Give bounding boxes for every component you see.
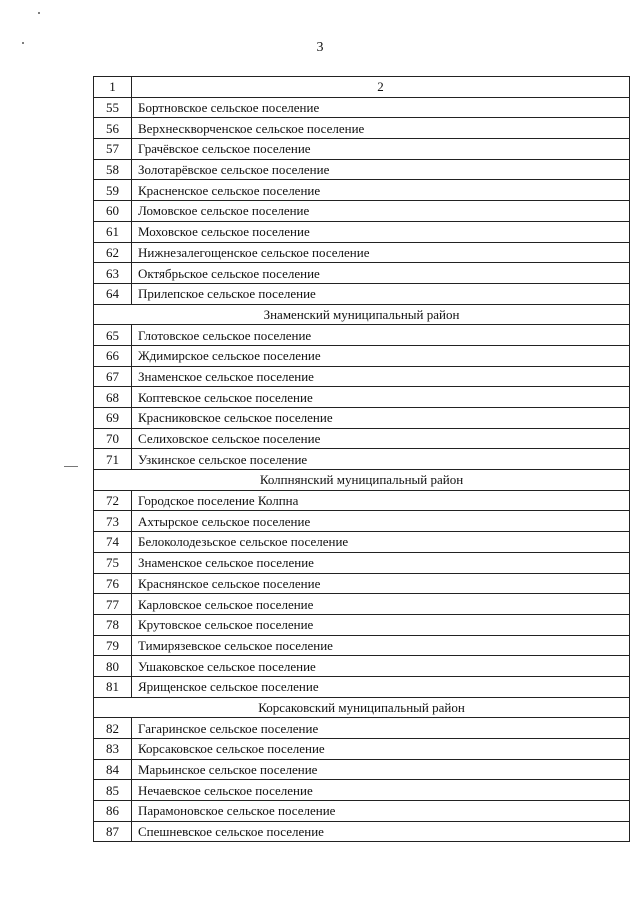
table-row <box>94 449 630 470</box>
settlement-name: Прилепское сельское поселение <box>132 283 630 304</box>
scan-speck <box>38 12 40 14</box>
row-number: 57 <box>94 139 132 160</box>
table-row <box>94 573 630 594</box>
settlement-name: Узкинское сельское поселение <box>132 449 630 470</box>
table-row <box>94 511 630 532</box>
section-row <box>94 697 630 718</box>
table-row <box>94 718 630 739</box>
settlement-name: Спешневское сельское поселение <box>132 821 630 842</box>
section-title: Корсаковский муниципальный район <box>94 697 630 718</box>
row-number: 68 <box>94 387 132 408</box>
table-row <box>94 201 630 222</box>
table-row <box>94 159 630 180</box>
table-row <box>94 180 630 201</box>
row-number: 70 <box>94 428 132 449</box>
table-row <box>94 801 630 822</box>
table-row <box>94 656 630 677</box>
scan-mark <box>64 466 78 467</box>
settlement-name: Ахтырское сельское поселение <box>132 511 630 532</box>
settlement-name: Грачёвское сельское поселение <box>132 139 630 160</box>
table-row <box>94 263 630 284</box>
row-number: 60 <box>94 201 132 222</box>
row-number: 86 <box>94 801 132 822</box>
section-title: Колпнянский муниципальный район <box>94 470 630 491</box>
settlement-name: Крутовское сельское поселение <box>132 614 630 635</box>
settlement-name: Золотарёвское сельское поселение <box>132 159 630 180</box>
table-row <box>94 759 630 780</box>
table-row <box>94 780 630 801</box>
table-row <box>94 118 630 139</box>
row-number: 56 <box>94 118 132 139</box>
settlement-name: Нечаевское сельское поселение <box>132 780 630 801</box>
row-number: 75 <box>94 552 132 573</box>
row-number: 83 <box>94 739 132 760</box>
table-row <box>94 345 630 366</box>
page-number: 3 <box>316 40 324 55</box>
table-row <box>94 221 630 242</box>
section-row <box>94 304 630 325</box>
row-number: 62 <box>94 242 132 263</box>
settlement-name: Глотовское сельское поселение <box>132 325 630 346</box>
table-header-row <box>94 77 630 98</box>
row-number: 81 <box>94 676 132 697</box>
table-row <box>94 594 630 615</box>
row-number: 66 <box>94 345 132 366</box>
settlement-name: Красненское сельское поселение <box>132 180 630 201</box>
settlement-name: Карловское сельское поселение <box>132 594 630 615</box>
table-row <box>94 387 630 408</box>
row-number: 82 <box>94 718 132 739</box>
header-col-2: 2 <box>132 77 630 98</box>
table-row <box>94 408 630 429</box>
settlement-name: Тимирязевское сельское поселение <box>132 635 630 656</box>
table-row <box>94 739 630 760</box>
row-number: 64 <box>94 283 132 304</box>
table-row <box>94 428 630 449</box>
row-number: 72 <box>94 490 132 511</box>
table-row <box>94 366 630 387</box>
settlement-name: Селиховское сельское поселение <box>132 428 630 449</box>
table-row <box>94 97 630 118</box>
settlements-table <box>93 76 630 842</box>
row-number: 67 <box>94 366 132 387</box>
section-title: Знаменский муниципальный район <box>94 304 630 325</box>
row-number: 65 <box>94 325 132 346</box>
row-number: 71 <box>94 449 132 470</box>
settlement-name: Краснянское сельское поселение <box>132 573 630 594</box>
table-row <box>94 325 630 346</box>
settlement-name: Парамоновское сельское поселение <box>132 801 630 822</box>
row-number: 79 <box>94 635 132 656</box>
row-number: 69 <box>94 408 132 429</box>
row-number: 61 <box>94 221 132 242</box>
table-row <box>94 821 630 842</box>
table-row <box>94 283 630 304</box>
row-number: 80 <box>94 656 132 677</box>
row-number: 73 <box>94 511 132 532</box>
settlement-name: Бортновское сельское поселение <box>132 97 630 118</box>
row-number: 55 <box>94 97 132 118</box>
settlement-name: Знаменское сельское поселение <box>132 366 630 387</box>
row-number: 76 <box>94 573 132 594</box>
row-number: 85 <box>94 780 132 801</box>
table-row <box>94 490 630 511</box>
row-number: 78 <box>94 614 132 635</box>
table-row <box>94 242 630 263</box>
row-number: 74 <box>94 532 132 553</box>
settlement-name: Моховское сельское поселение <box>132 221 630 242</box>
settlement-name: Белоколодезьское сельское поселение <box>132 532 630 553</box>
settlement-name: Верхнескворченское сельское поселение <box>132 118 630 139</box>
settlement-name: Ярищенское сельское поселение <box>132 676 630 697</box>
table-row <box>94 614 630 635</box>
settlement-name: Марьинское сельское поселение <box>132 759 630 780</box>
row-number: 77 <box>94 594 132 615</box>
row-number: 87 <box>94 821 132 842</box>
row-number: 58 <box>94 159 132 180</box>
settlement-name: Знаменское сельское поселение <box>132 552 630 573</box>
table-row <box>94 676 630 697</box>
settlement-name: Ждимирское сельское поселение <box>132 345 630 366</box>
settlement-name: Октябрьское сельское поселение <box>132 263 630 284</box>
row-number: 59 <box>94 180 132 201</box>
row-number: 84 <box>94 759 132 780</box>
table-row <box>94 139 630 160</box>
settlement-name: Ушаковское сельское поселение <box>132 656 630 677</box>
settlement-name: Городское поселение Колпна <box>132 490 630 511</box>
settlement-name: Корсаковское сельское поселение <box>132 739 630 760</box>
table-row <box>94 532 630 553</box>
table-row <box>94 552 630 573</box>
table-row <box>94 635 630 656</box>
settlement-name: Ломовское сельское поселение <box>132 201 630 222</box>
settlement-name: Гагаринское сельское поселение <box>132 718 630 739</box>
settlement-name: Коптевское сельское поселение <box>132 387 630 408</box>
settlement-name: Красниковское сельское поселение <box>132 408 630 429</box>
settlement-name: Нижнезалегощенское сельское поселение <box>132 242 630 263</box>
section-row <box>94 470 630 491</box>
row-number: 63 <box>94 263 132 284</box>
header-col-1: 1 <box>94 77 132 98</box>
